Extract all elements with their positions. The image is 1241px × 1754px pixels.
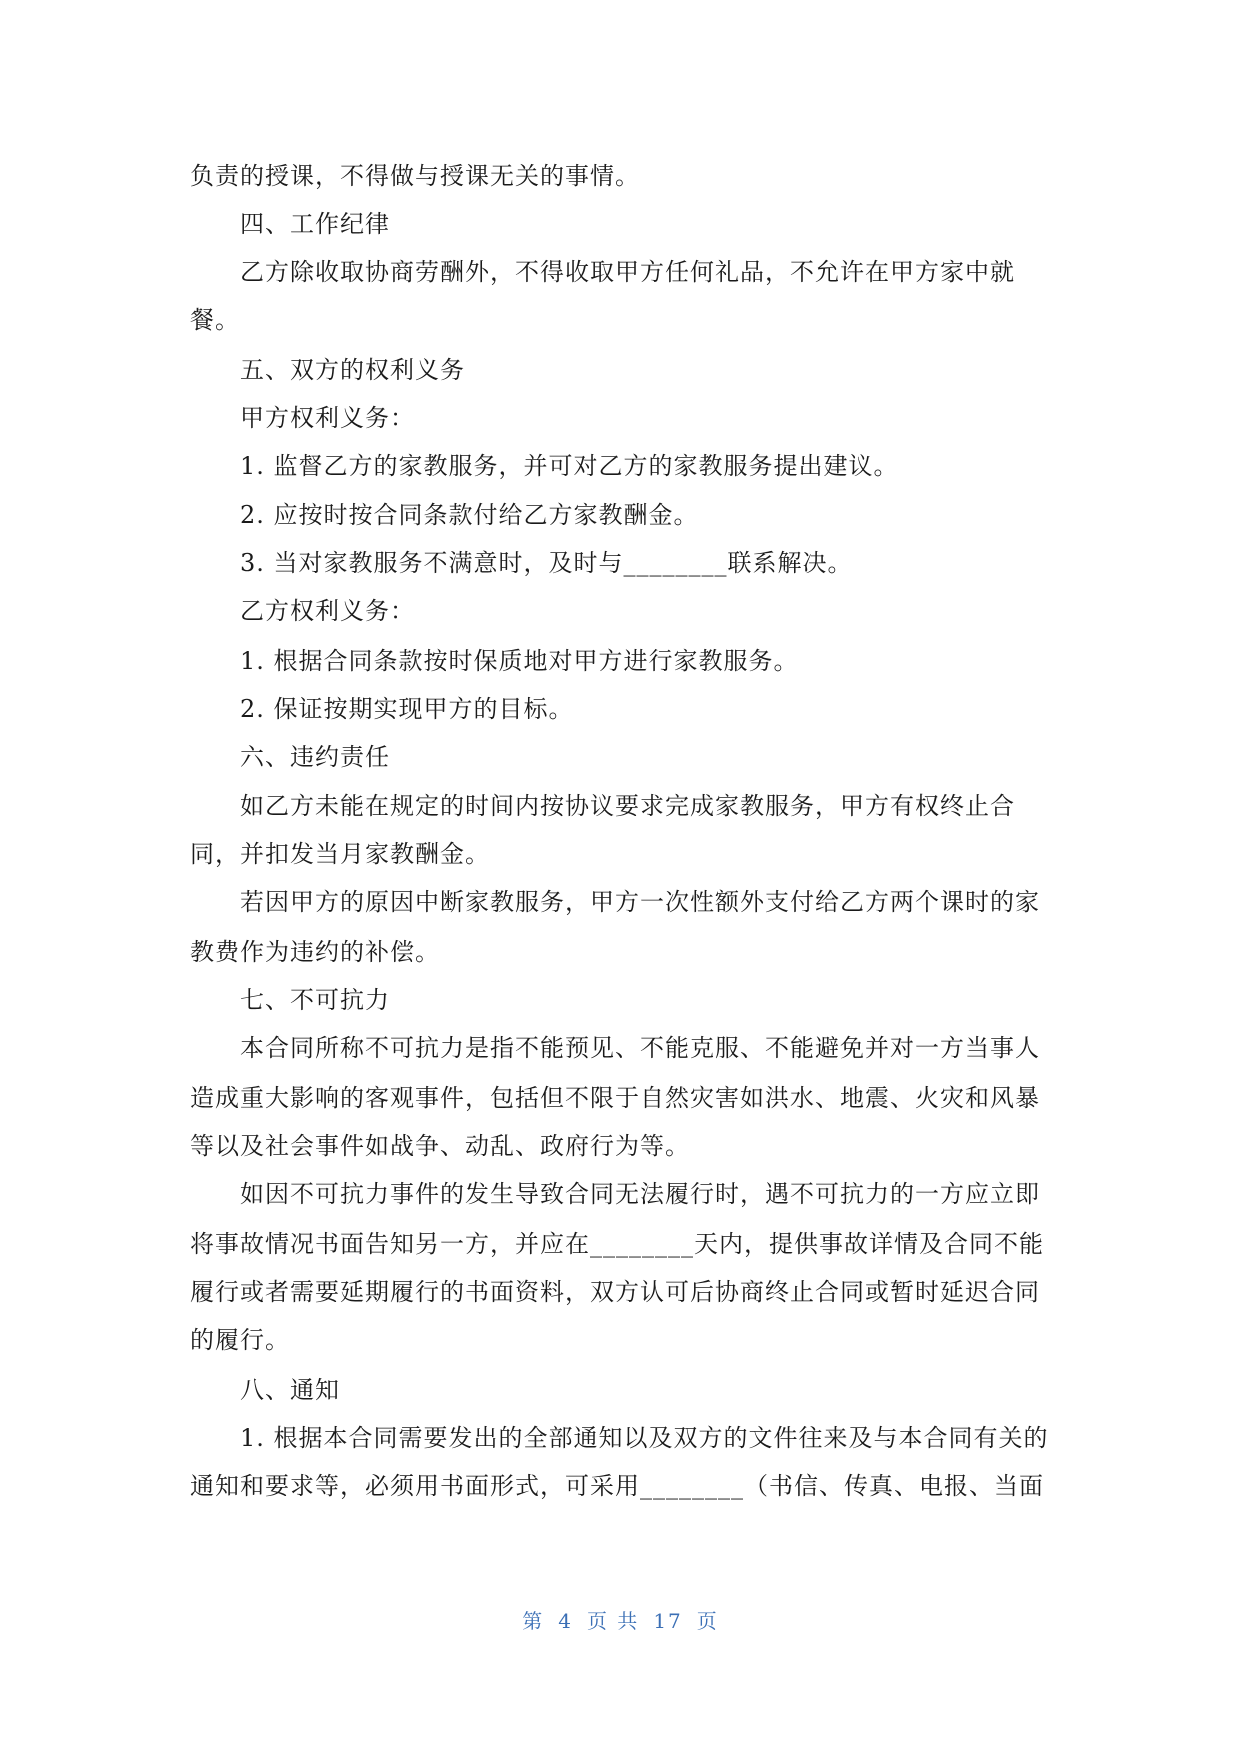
total-pages: 17 xyxy=(653,1609,683,1633)
paragraph-line: 如乙方未能在规定的时间内按协议要求完成家教服务，甲方有权终止合 xyxy=(240,792,1015,820)
list-item: 1. 根据合同条款按时保质地对甲方进行家教服务。 xyxy=(240,647,799,675)
paragraph-line: 如因不可抗力事件的发生导致合同无法履行时，遇不可抗力的一方应立即 xyxy=(240,1180,1040,1208)
paragraph-line: 乙方除收取协商劳酬外，不得收取甲方任何礼品，不允许在甲方家中就 xyxy=(240,258,1015,286)
paragraph-line: 将事故情况书面告知另一方，并应在________天内，提供事故详情及合同不能 xyxy=(190,1230,1044,1258)
footer-suffix: 页 xyxy=(696,1609,719,1633)
list-item: 2. 应按时按合同条款付给乙方家教酬金。 xyxy=(240,501,699,529)
section-heading: 四、工作纪律 xyxy=(240,210,390,238)
paragraph-line: 若因甲方的原因中断家教服务，甲方一次性额外支付给乙方两个课时的家 xyxy=(240,888,1040,916)
list-item: 1. 监督乙方的家教服务，并可对乙方的家教服务提出建议。 xyxy=(240,452,899,480)
current-page-number: 4 xyxy=(558,1609,573,1633)
paragraph-line: 通知和要求等，必须用书面形式，可采用________（书信、传真、电报、当面 xyxy=(190,1472,1044,1500)
paragraph-line: 餐。 xyxy=(190,306,240,334)
section-heading: 八、通知 xyxy=(240,1376,340,1404)
paragraph-line: 教费作为违约的补偿。 xyxy=(190,938,440,966)
subsection-heading: 乙方权利义务： xyxy=(240,597,415,625)
footer-prefix: 第 xyxy=(522,1609,545,1633)
paragraph-line: 等以及社会事件如战争、动乱、政府行为等。 xyxy=(190,1132,690,1160)
paragraph-line: 负责的授课，不得做与授课无关的事情。 xyxy=(190,162,640,190)
paragraph-line: 的履行。 xyxy=(190,1326,290,1354)
paragraph-line: 本合同所称不可抗力是指不能预见、不能克服、不能避免并对一方当事人 xyxy=(240,1034,1040,1062)
paragraph-line: 履行或者需要延期履行的书面资料，双方认可后协商终止合同或暂时延迟合同 xyxy=(190,1278,1040,1306)
section-heading: 五、双方的权利义务 xyxy=(240,356,465,384)
section-heading: 七、不可抗力 xyxy=(240,986,390,1014)
list-item: 2. 保证按期实现甲方的目标。 xyxy=(240,695,574,723)
list-item: 3. 当对家教服务不满意时，及时与________联系解决。 xyxy=(240,549,853,577)
list-item: 1. 根据本合同需要发出的全部通知以及双方的文件往来及与本合同有关的 xyxy=(240,1424,1049,1452)
paragraph-line: 同，并扣发当月家教酬金。 xyxy=(190,840,490,868)
page-footer xyxy=(0,1608,1241,1634)
section-heading: 六、违约责任 xyxy=(240,743,390,771)
paragraph-line: 造成重大影响的客观事件，包括但不限于自然灾害如洪水、地震、火灾和风暴 xyxy=(190,1084,1040,1112)
subsection-heading: 甲方权利义务： xyxy=(240,404,415,432)
footer-middle: 页 共 xyxy=(586,1609,640,1633)
